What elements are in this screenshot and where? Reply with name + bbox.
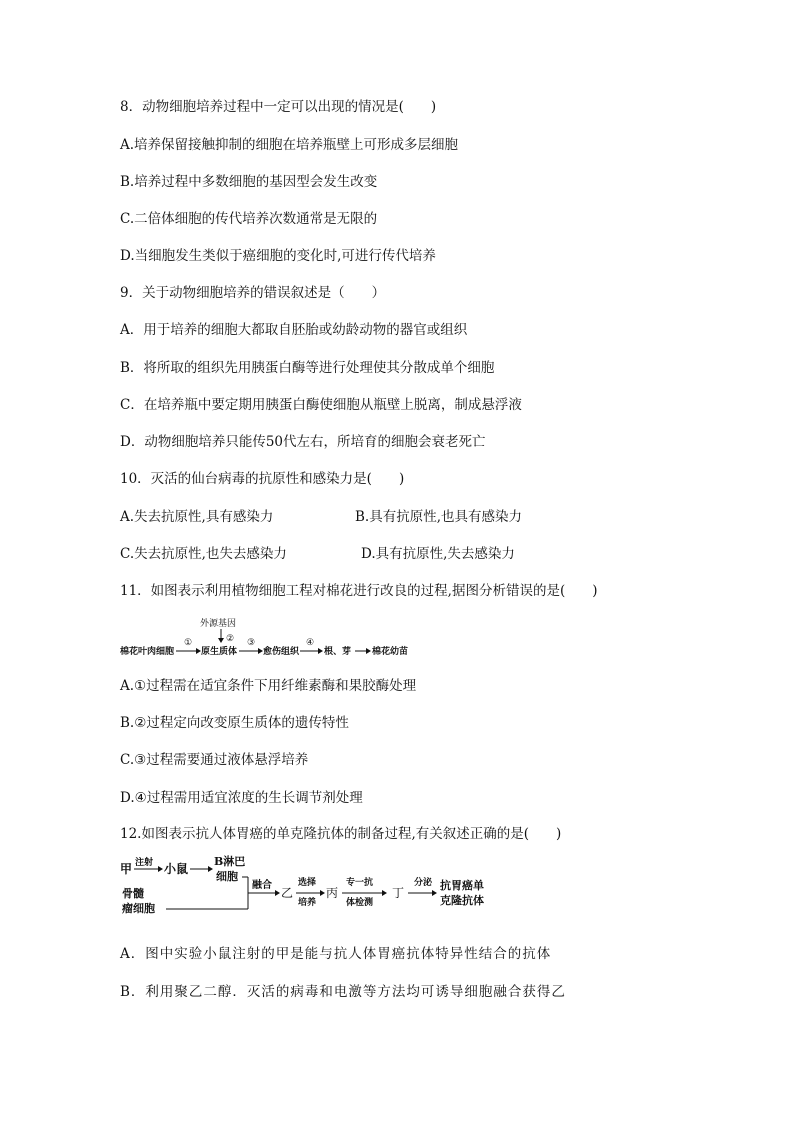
- q11-step-1: ①: [184, 638, 193, 648]
- q11-option-a: A.①过程需在适宜条件下用纤维素酶和果胶酶处理: [120, 678, 417, 694]
- q11-process-diagram: [120, 614, 420, 664]
- q11-step-2: ②: [226, 634, 235, 644]
- q12-arrowhead-select: [320, 890, 325, 896]
- q9-option-a: A．用于培养的细胞大都取自胚胎或幼龄动物的器官或组织: [120, 322, 468, 338]
- q11-option-c: C.③过程需要通过液体悬浮培养: [120, 752, 309, 768]
- q11-arrowhead-3: [318, 648, 323, 654]
- q12-node-yi: 乙: [281, 886, 294, 900]
- q12-label-detect-2: 体检测: [346, 898, 374, 908]
- q10-stem: 10．灭活的仙台病毒的抗原性和感染力是( ): [120, 471, 405, 487]
- q10-options-ab: [120, 508, 523, 526]
- q11-gene-arrowhead: [218, 638, 224, 643]
- q12-process-diagram: [120, 853, 520, 923]
- q11-step-4: ④: [306, 638, 315, 648]
- q12-node-marrow-2: 瘤细胞: [122, 902, 155, 915]
- q11-node-root-bud: 根、芽: [324, 647, 352, 657]
- q10-options-cd: [120, 545, 515, 563]
- q8-stem: 8．动物细胞培养过程中一定可以出现的情况是( ): [120, 99, 437, 115]
- q12-node-antibody-2: 克隆抗体: [440, 894, 484, 907]
- q11-node-protoplast: 原生质体: [201, 647, 238, 657]
- q11-option-b: B.②过程定向改变原生质体的遗传特性: [120, 715, 349, 731]
- q12-label-secrete: 分泌: [414, 878, 433, 888]
- q11-node-callus: 愈伤组织: [263, 647, 300, 657]
- q12-arrowhead-inject: [158, 866, 163, 872]
- q12-node-antibody-1: 抗胃癌单: [440, 879, 484, 892]
- q12-node-b-cell-1: B淋巴: [214, 855, 246, 868]
- q12-label-fuse: 融合: [252, 880, 272, 891]
- q8-option-c: C.二倍体细胞的传代培养次数通常是无限的: [120, 211, 378, 227]
- q8-option-a: A.培养保留接触抑制的细胞在培养瓶壁上可形成多层细胞: [120, 137, 459, 153]
- q9-option-c: C．在培养瓶中要定期用胰蛋白酶使细胞从瓶壁上脱离，制成悬浮液: [120, 397, 522, 413]
- q12-node-jia: 甲: [120, 862, 133, 876]
- q11-stem: 11．如图表示利用植物细胞工程对棉花进行改良的过程,据图分析错误的是( ): [120, 583, 598, 599]
- q10-option-b: B.具有抗原性,也具有感染力: [355, 509, 523, 525]
- q12-node-bing: 丙: [326, 886, 339, 900]
- q12-node-marrow-1: 骨髓: [122, 887, 144, 900]
- q9-option-d: D．动物细胞培养只能传50代左右，所培育的细胞会衰老死亡: [120, 434, 486, 450]
- q12-node-mouse: 小鼠: [164, 862, 189, 876]
- q8-option-d: D.当细胞发生类似于癌细胞的变化时,可进行传代培养: [120, 248, 436, 264]
- q11-node-seedling: 棉花幼苗: [372, 647, 409, 657]
- q12-stem: 12.如图表示抗人体胃癌的单克隆抗体的制备过程,有关叙述正确的是( ): [120, 826, 562, 842]
- q9-stem: 9．关于动物细胞培养的错误叙述是（ ）: [120, 285, 386, 301]
- q12-label-inject: 注射: [135, 858, 154, 868]
- q12-label-select-2: 培养: [298, 898, 317, 908]
- q11-node-leaf-cell: 棉花叶肉细胞: [120, 647, 175, 657]
- q10-option-c: C.失去抗原性,也失去感染力: [120, 546, 287, 562]
- q11-option-d: D.④过程需用适宜浓度的生长调节剂处理: [120, 790, 363, 806]
- q11-foreign-gene-label: 外源基因: [200, 619, 237, 629]
- q12-arrowhead-secrete: [432, 890, 437, 896]
- q12-arrowhead-detect: [382, 890, 387, 896]
- q10-option-d: D.具有抗原性,失去感染力: [361, 546, 515, 562]
- q12-node-ding: 丁: [392, 886, 405, 900]
- q12-node-b-cell-2: 细胞: [216, 870, 238, 883]
- q12-option-b: B．利用聚乙二醇．灭活的病毒和电激等方法均可诱导细胞融合获得乙: [120, 984, 566, 1000]
- q8-option-b: B.培养过程中多数细胞的基因型会发生改变: [120, 174, 378, 190]
- q9-option-b: B．将所取的组织先用胰蛋白酶等进行处理使其分散成单个细胞: [120, 360, 495, 376]
- q12-label-select-1: 选择: [298, 878, 317, 888]
- q10-option-a: A.失去抗原性,具有感染力: [120, 509, 274, 525]
- q12-label-detect-1: 专一抗: [346, 878, 374, 888]
- q11-step-3: ③: [247, 638, 256, 648]
- q12-option-a: A．图中实验小鼠注射的甲是能与抗人体胃癌抗体特异性结合的抗体: [120, 946, 552, 962]
- q12-arrowhead-fuse: [275, 890, 280, 896]
- q12-arrowhead-mouse: [208, 866, 213, 872]
- q11-arrowhead-4: [366, 648, 371, 654]
